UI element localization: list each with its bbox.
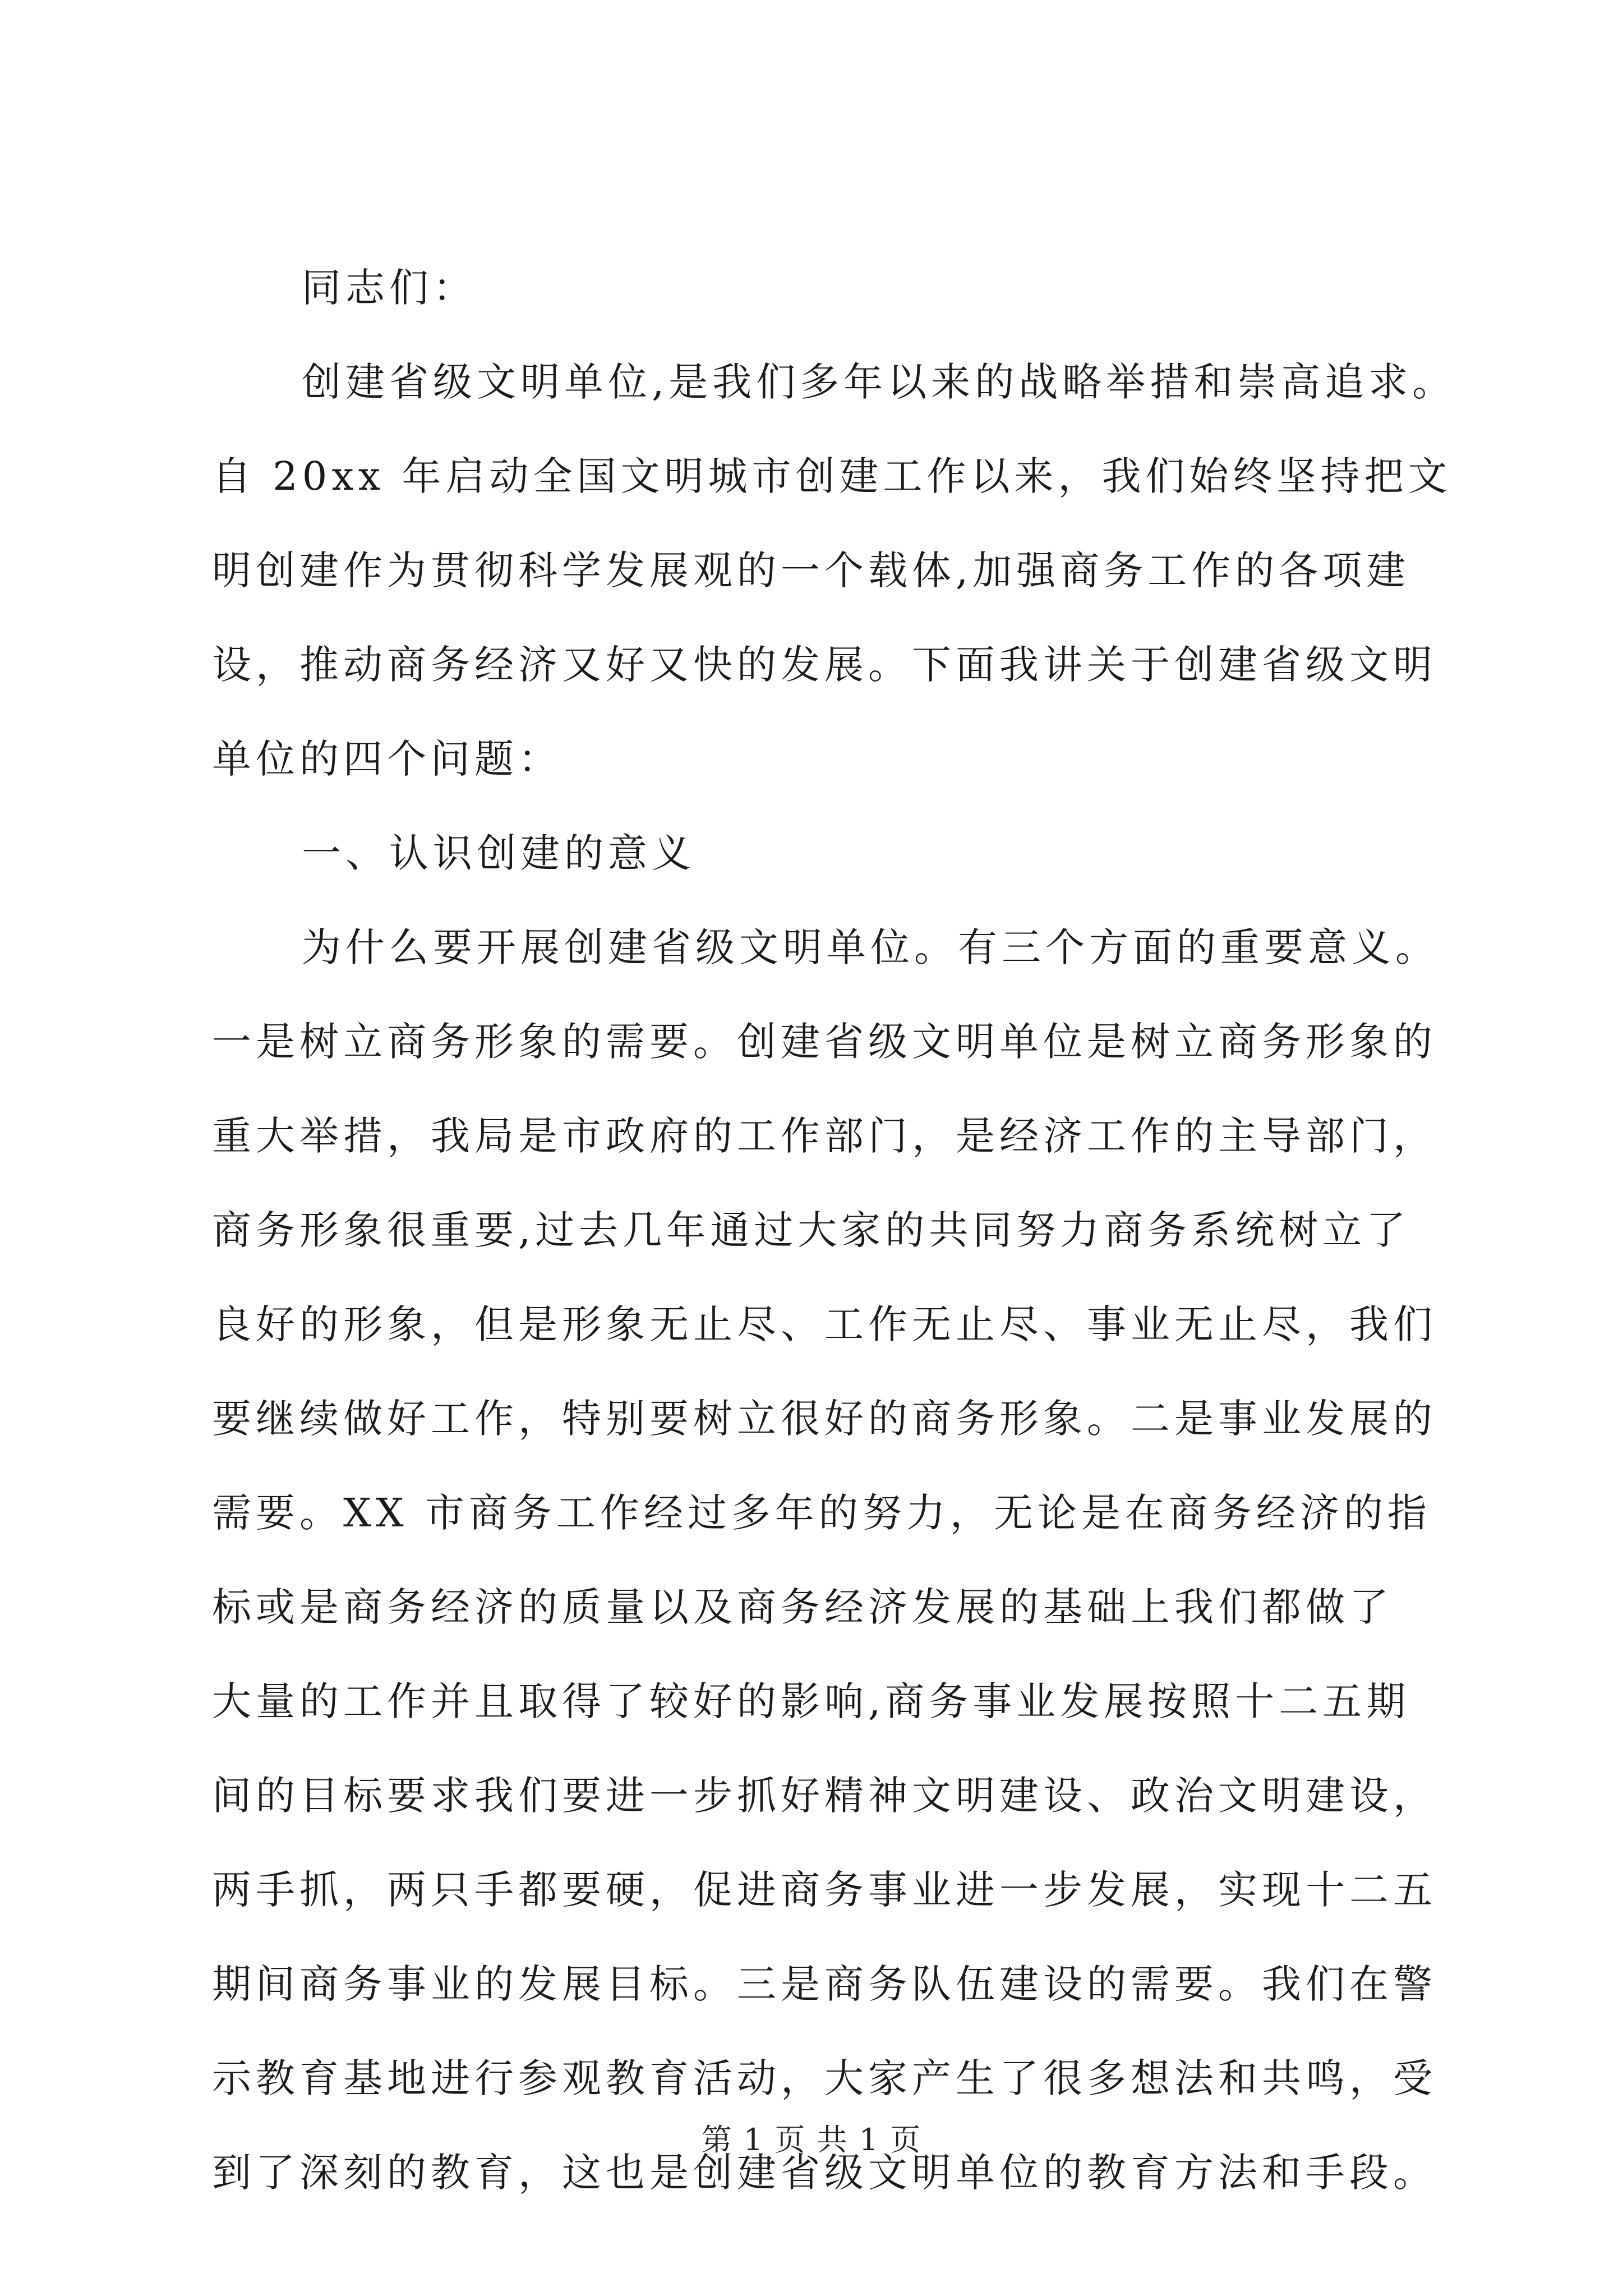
paragraph-line: 设，推动商务经济又好又快的发展。下面我讲关于创建省级文明 [212, 642, 1437, 688]
paragraph-line: 标或是商务经济的质量以及商务经济发展的基础上我们都做了 [212, 1584, 1393, 1630]
paragraph-line: 创建省级文明单位,是我们多年以来的战略举措和崇高追求。 [302, 359, 1456, 405]
paragraph-line: 到了深刻的教育，这也是创建省级文明单位的教育方法和手段。 [212, 2150, 1437, 2196]
salutation: 同志们： [302, 265, 477, 311]
document-body [212, 264, 1456, 2243]
page-footer [0, 2120, 1623, 2160]
paragraph-line: 单位的四个问题： [212, 736, 562, 782]
paragraph-line: 需要。XX 市商务工作经过多年的努力，无论是在商务经济的指 [212, 1490, 1431, 1536]
paragraph-line: 明创建作为贯彻科学发展观的一个载体,加强商务工作的各项建 [212, 547, 1410, 593]
paragraph-line: 示教育基地进行参观教育活动，大家产生了很多想法和共鸣，受 [212, 2055, 1437, 2101]
paragraph-line: 大量的工作并且取得了较好的影响,商务事业发展按照十二五期 [212, 1678, 1410, 1724]
page-number-label: 第 1 页 共 1 页 [701, 2122, 922, 2157]
paragraph-line: 自 20xx 年启动全国文明城市创建工作以来，我们始终坚持把文 [212, 453, 1452, 499]
paragraph-line: 为什么要开展创建省级文明单位。有三个方面的重要意义。 [302, 924, 1439, 970]
paragraph-line: 要继续做好工作，特别要树立很好的商务形象。二是事业发展的 [212, 1396, 1437, 1442]
paragraph-line: 间的目标要求我们要进一步抓好精神文明建设、政治文明建设， [212, 1773, 1437, 1819]
paragraph-line: 商务形象很重要,过去几年通过大家的共同努力商务系统树立了 [212, 1207, 1410, 1253]
section-heading: 一、认识创建的意义 [302, 830, 695, 876]
paragraph-line: 期间商务事业的发展目标。三是商务队伍建设的需要。我们在警 [212, 1961, 1437, 2007]
paragraph-line: 两手抓，两只手都要硬，促进商务事业进一步发展，实现十二五 [212, 1867, 1437, 1913]
paragraph-line: 良好的形象，但是形象无止尽、工作无止尽、事业无止尽，我们 [212, 1301, 1437, 1347]
paragraph-line: 重大举措，我局是市政府的工作部门，是经济工作的主导部门， [212, 1113, 1437, 1159]
paragraph-line: 一是树立商务形象的需要。创建省级文明单位是树立商务形象的 [212, 1019, 1437, 1065]
